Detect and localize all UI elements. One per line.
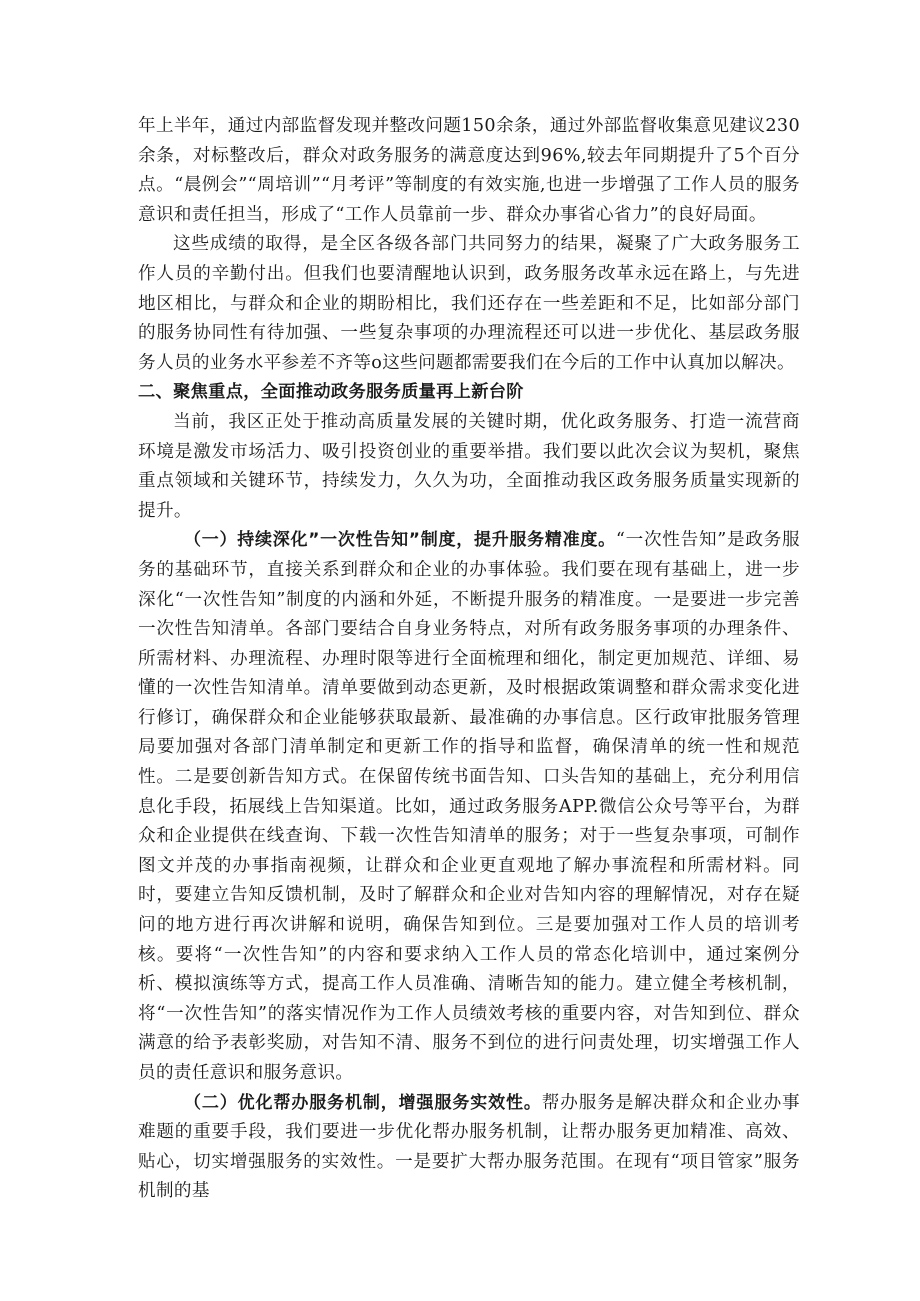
paragraph-assistance-service bbox=[138, 1089, 800, 1207]
subheading-assistance-service: （二）优化帮办服务机制，增强服务实效性。 bbox=[184, 1092, 542, 1113]
body-assistance-service: 帮办服务是解决群众和企业办事难题的重要手段，我们要进一步优化帮办服务机制，让帮办服务更加精准、高效、贴心，切实增强服务的实效性。一是要扩大帮办服务范围。在现有“项目管家”服务机制的基 bbox=[138, 1092, 800, 1202]
paragraph-one-time-notification bbox=[138, 526, 800, 1088]
section-heading-2: 二、聚焦重点，全面推动政务服务质量再上新台阶 bbox=[138, 382, 524, 403]
paragraph-shortcomings: 这些成绩的取得，是全区各级各部门共同努力的结果，凝聚了广大政务服务工作人员的辛勤付出。但我们也要清醒地认识到，政务服务改革永远在路上，与先进地区相比，与群众和企业的期盼相比，我们还存在一些差距和不足，比如部分部门的服务协同性有待加强、一些复杂事项的办理流程还可以进一步优化、基层政务服务人员的业务水平参差不齐等o这些问题都需要我们在今后的工作中认真加以解决。 bbox=[138, 234, 800, 373]
body-one-time-notification: “一次性告知”是政务服务的基础环节，直接关系到群众和企业的办事体验。我们要在现有基础上，进一步深化“一次性告知”制度的内涵和外延，不断提升服务的精准度。一是要进一步完善一次性告知清单。各部门要结合自身业务特点，对所有政务服务事项的办理条件、所需材料、办理流程、办理时限等进行全面梳理和细化，制定更加规范、详细、易懂的一次性告知清单。清单要做到动态更新，及时根据政策调整和群众需求变化进行修订，确保群众和企业能够获取最新、最准确的办事信息。区行政审批服务管理局要加强对各部门清单制定和更新工作的指导和监督，确保清单的统一性和规范性。二是要创新告知方式。在保留传统书面告知、口头告知的基础上，充分利用信息化手段，拓展线上告知渠道。比如，通过政务服务APP.微信公众号等平台，为群众和企业提供在线查询、下载一次性告知清单的服务；对于一些复杂事项，可制作图文并茂的办事指南视频，让群众和企业更直观地了解办事流程和所需材料。同时，要建立告知反馈机制，及时了解群众和企业对告知内容的理解情况，对存在疑问的地方进行再次讲解和说明，确保告知到位。三是要加强对工作人员的培训考核。要将“一次性告知”的内容和要求纳入工作人员的常态化培训中，通过案例分析、模拟演练等方式，提高工作人员准确、清晰告知的能力。建立健全考核机制，将“一次性告知”的落实情况作为工作人员绩效考核的重要内容，对告知到位、群众满意的给予表彰奖励，对告知不清、服务不到位的进行问责处理，切实增强工作人员的责任意识和服务意识。 bbox=[138, 530, 800, 1083]
subheading-one-time-notification: （一）持续深化”一次性告知”制度，提升服务精准度。 bbox=[184, 530, 616, 551]
paragraph-results-summary: 年上半年，通过内部监督发现并整改问题150余条，通过外部监督收集意见建议230余条，对标整改后，群众对政务服务的满意度达到96%,较去年同期提升了5个百分点。“晨例会”“周培训”“月考评”等制度的有效实施,也进一步增强了工作人员的服务意识和责任担当，形成了“工作人员靠前一步、群众办事省心省力”的良好局面。 bbox=[138, 116, 800, 225]
document-page bbox=[138, 112, 800, 1207]
paragraph-section-2-intro: 当前，我区正处于推动高质量发展的关键时期，优化政务服务、打造一流营商环境是激发市场活力、吸引投资创业的重要举措。我们要以此次会议为契机，聚焦重点领域和关键环节，持续发力，久久为功，全面推动我区政务服务质量实现新的提升。 bbox=[138, 411, 800, 521]
